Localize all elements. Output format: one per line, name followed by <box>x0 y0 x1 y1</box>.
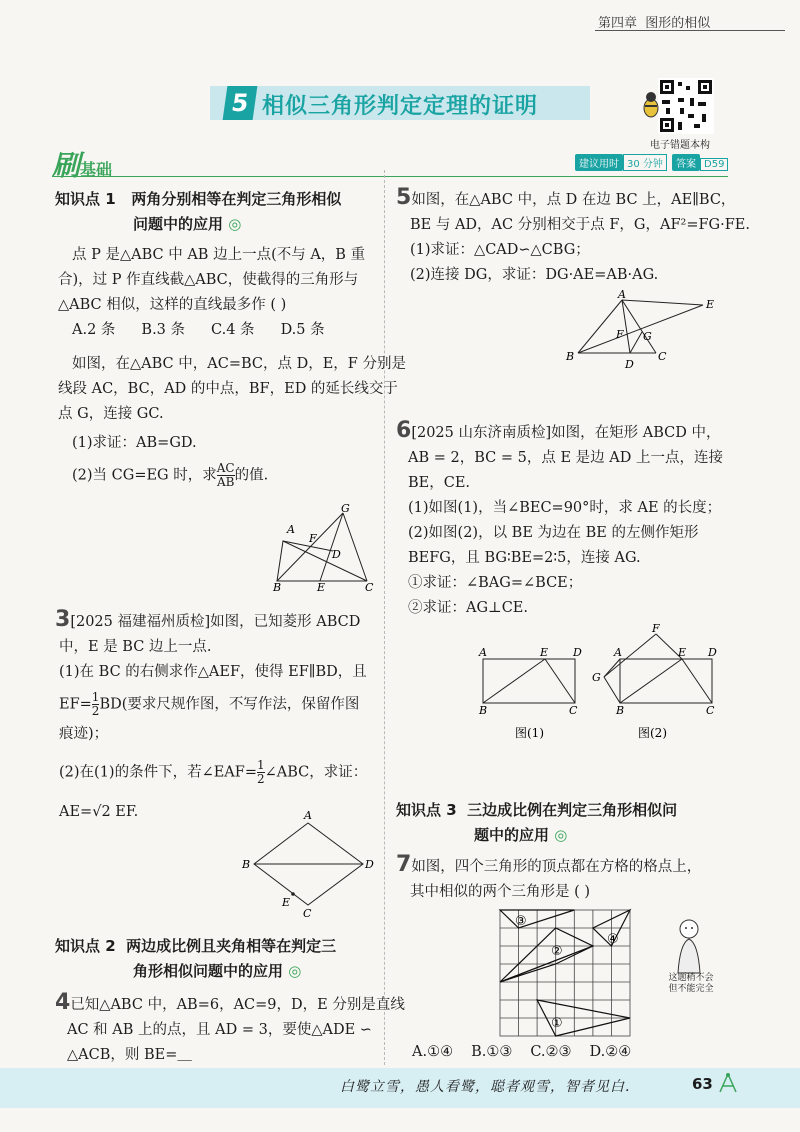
q5-fig-label: C <box>658 350 667 363</box>
q7-options <box>412 1040 631 1065</box>
q3-line-after: 痕迹)； <box>59 726 109 742</box>
q7-grid-label: ② <box>551 944 563 959</box>
q5-figure <box>558 288 728 382</box>
kp2-title-1: 两边成比例且夹角相等在判定三 <box>126 937 337 955</box>
chapter-number: 第四章 <box>598 16 638 31</box>
q6-number: 6 <box>396 418 412 443</box>
q7-line: 其中相似的两个三角形是 ( ) <box>410 884 591 900</box>
kp3-title-2: 题中的应用 <box>474 826 550 844</box>
q6-line: BE，CE. <box>408 475 471 491</box>
question-5 <box>396 185 750 288</box>
q6-line: (1)如图(1)，当∠BEC=90°时，求 AE 的长度； <box>408 500 722 516</box>
q5-fig-label: D <box>625 358 634 371</box>
q5-line: 如图，在△ABC 中，点 D 在边 BC 上，AE∥BC， <box>411 192 736 208</box>
qr-code[interactable] <box>658 78 714 134</box>
q5-fig-label: A <box>618 288 626 301</box>
answer-label: 答案 <box>672 154 700 171</box>
target-icon: ◎ <box>554 826 568 844</box>
q3-fig-label: A <box>304 809 312 822</box>
q6-fig2-label: B <box>616 704 625 717</box>
q6-line: AB = 2，BC = 5，点 E 是边 AD 上一点，连接 <box>408 450 723 466</box>
q1-option-a: A.2 条 <box>72 322 116 338</box>
header-rule <box>595 30 785 31</box>
brush-small: 基础 <box>80 160 113 179</box>
q5-number: 5 <box>396 185 412 210</box>
question-1 <box>58 243 378 343</box>
q2-line: 点 G，连接 GC. <box>58 406 164 422</box>
cartoon-caption-line: 这题稍不会 <box>668 973 714 983</box>
q4-line: 已知△ABC 中，AB=6，AC=9，D，E 分别是直线 <box>70 997 405 1013</box>
brush-label <box>52 144 112 184</box>
q6-fig2-label: A <box>614 646 622 659</box>
q6-fig1-label: B <box>479 704 488 717</box>
q6-line: ②求证：AG⊥CE. <box>408 600 528 616</box>
question-4 <box>55 990 405 1068</box>
timing-box <box>575 152 728 171</box>
q3-ef-frac-bottom: 2 <box>91 704 100 718</box>
q2-part2-suffix: 的值. <box>234 467 269 484</box>
question-7 <box>396 852 736 905</box>
kp1-label: 知识点 1 <box>55 190 116 208</box>
q6-source: [2025 山东济南质检] <box>411 425 552 441</box>
q3-p2-end: AE=√2 EF. <box>59 804 139 820</box>
q1-option-b: B.3 条 <box>141 322 186 338</box>
cartoon-thinker-icon <box>664 915 714 979</box>
q6-line: BEFG，且 BG∶BE=2∶5，连接 AG. <box>408 550 641 566</box>
timing-value: 30 分钟 <box>623 154 667 171</box>
q7-option-d: D.②④ <box>589 1044 632 1060</box>
q3-p2-fraction <box>257 759 265 786</box>
q3-ef-prefix: EF= <box>59 696 92 713</box>
kp1-title-2: 问题中的应用 <box>133 215 224 233</box>
q4-line: △ACB，则 BE=＿ <box>67 1047 192 1063</box>
q1-line: 点 P 是△ABC 中 AB 边上一点(不与 A，B 重 <box>72 247 366 263</box>
q5-line: (1)求证：△CAD∽△CBG； <box>410 242 590 258</box>
q7-number: 7 <box>396 852 412 877</box>
q7-option-a: A.①④ <box>412 1044 454 1060</box>
q6-line: ①求证：∠BAG=∠BCE； <box>408 575 583 591</box>
knowledge-point-1 <box>55 187 375 237</box>
brush-big: 刷 <box>52 149 81 182</box>
q2-part2-prefix: (2)当 CG=EG 时，求 <box>72 467 217 484</box>
cartoon-caption-line: 但不能完全 <box>668 984 714 994</box>
kp3-title-1: 三边成比例在判定三角形相似问 <box>467 801 678 819</box>
q6-fig2-label: C <box>706 704 715 717</box>
q3-source: [2025 福建福州质检] <box>70 614 211 630</box>
q6-fig2-label: G <box>592 671 601 684</box>
q6-fig2-label: D <box>708 646 717 659</box>
question-3 <box>55 607 377 825</box>
kp1-title-1: 两角分别相等在判定三角形相似 <box>131 190 342 208</box>
q1-option-d: D.5 条 <box>280 322 325 338</box>
kp3-label: 知识点 3 <box>396 801 457 819</box>
q3-fig-label: C <box>303 907 312 920</box>
q2-fig-label: F <box>309 532 317 545</box>
kp2-label: 知识点 2 <box>55 937 116 955</box>
q6-figure-1 <box>475 643 585 747</box>
q7-grid-label: ④ <box>607 932 619 947</box>
q6-line: 如图，在矩形 ABCD 中， <box>551 425 721 441</box>
q3-fig-label: E <box>282 896 291 909</box>
question-6 <box>396 418 736 621</box>
q3-p2-frac-bottom: 2 <box>257 772 265 786</box>
q6-fig2-caption: 图(2) <box>638 726 667 740</box>
q3-number: 3 <box>55 607 71 632</box>
q5-fig-label: B <box>566 350 575 363</box>
page-number: 63 <box>692 1075 713 1093</box>
q3-ef-suffix: BD(要求尺规作图，不写作法，保留作图 <box>99 696 360 713</box>
q6-fig1-label: C <box>569 704 578 717</box>
q2-fig-label: G <box>341 502 350 515</box>
q2-fig-label: E <box>317 581 326 592</box>
q2-fig-label: A <box>287 523 295 536</box>
section-title: 相似三角形判定定理的证明 <box>262 94 539 119</box>
question-2 <box>58 352 406 489</box>
knowledge-point-2 <box>55 934 377 984</box>
chapter-header <box>598 12 710 31</box>
q5-fig-label: G <box>643 330 652 343</box>
bee-mascot-icon <box>640 90 662 124</box>
q3-line: 中，E 是 BC 边上一点. <box>59 639 212 655</box>
q3-fig-label: D <box>365 858 374 871</box>
q2-fig-label: D <box>332 548 341 561</box>
q2-frac-bottom: AB <box>216 475 235 489</box>
q1-line: △ABC 相似，这样的直线最多作 ( ) <box>58 297 287 313</box>
q5-fig-label: F <box>616 328 624 341</box>
brush-rule <box>52 176 728 177</box>
cartoon-caption <box>664 973 718 995</box>
q6-line: (2)如图(2)，以 BE 为边在 BE 的左侧作矩形 <box>408 525 699 541</box>
q3-p2-suffix: ∠ABC，求证： <box>264 764 368 781</box>
q6-fig1-label: E <box>540 646 549 659</box>
q4-line: AC 和 AB 上的点，且 AD = 3，要使△ADE ∽ <box>67 1022 372 1038</box>
footer-quote: 白鹭立雪，愚人看鹭，聪者观雪，智者见白. <box>340 1079 631 1095</box>
q6-fig2-label: F <box>652 622 660 635</box>
q7-line: 如图，四个三角形的顶点都在方格的格点上， <box>411 859 702 875</box>
target-icon: ◎ <box>288 962 302 980</box>
q7-grid-label: ① <box>551 1016 563 1031</box>
kp2-title-2: 角形相似问题中的应用 <box>133 962 284 980</box>
answer-page: D59 <box>700 158 728 171</box>
q6-figure-2 <box>590 622 725 747</box>
q6-fig1-label: D <box>573 646 582 659</box>
q1-option-c: C.4 条 <box>211 322 255 338</box>
chapter-title: 图形的相似 <box>645 16 711 31</box>
q3-p2-prefix: (2)在(1)的条件下，若∠EAF= <box>59 764 257 781</box>
q2-line: 线段 AC，BC，AD 的中点，BF，ED 的延长线交于 <box>58 381 398 397</box>
q2-fig-label: C <box>365 581 374 592</box>
section-number: 5 <box>223 86 258 120</box>
q3-fig-label: B <box>242 858 251 871</box>
q2-fraction <box>217 462 235 489</box>
q3-p2-frac-top: 1 <box>257 758 265 772</box>
q6-fig2-label: E <box>678 646 687 659</box>
q4-number: 4 <box>55 990 71 1015</box>
q6-fig1-caption: 图(1) <box>515 726 544 740</box>
q2-figure <box>265 500 380 596</box>
q7-grid-figure <box>495 908 635 1042</box>
qr-caption: 电子错题本构 <box>650 140 710 151</box>
q7-option-b: B.①③ <box>471 1044 513 1060</box>
compass-icon <box>716 1072 740 1098</box>
target-icon: ◎ <box>228 215 242 233</box>
q7-option-c: C.②③ <box>530 1044 572 1060</box>
q3-line: 如图，已知菱形 ABCD <box>210 614 361 630</box>
q5-line: (2)连接 DG，求证：DG·AE=AB·AG. <box>410 267 659 283</box>
q3-line: (1)在 BC 的右侧求作△AEF，使得 EF∥BD，且 <box>59 664 367 680</box>
timing-label: 建议用时 <box>575 154 623 171</box>
q2-fig-label: B <box>273 581 282 592</box>
q1-line: 合)，过 P 作直线截△ABC，使截得的三角形与 <box>58 272 359 288</box>
q2-line: 如图，在△ABC 中，AC=BC，点 D，E，F 分别是 <box>72 356 406 372</box>
q5-line: BE 与 AD，AC 分别相交于点 F，G，AF²=FG·FE. <box>410 217 750 233</box>
q3-figure <box>238 805 378 924</box>
q2-line: (1)求证：AB=GD. <box>72 435 197 451</box>
knowledge-point-3 <box>396 798 736 848</box>
q2-frac-top: AC <box>216 461 235 475</box>
q5-fig-label: E <box>706 298 715 311</box>
column-divider <box>384 170 385 1065</box>
q3-ef-frac-top: 1 <box>91 690 100 704</box>
q6-fig1-label: A <box>479 646 487 659</box>
q7-grid-label: ③ <box>515 914 527 929</box>
